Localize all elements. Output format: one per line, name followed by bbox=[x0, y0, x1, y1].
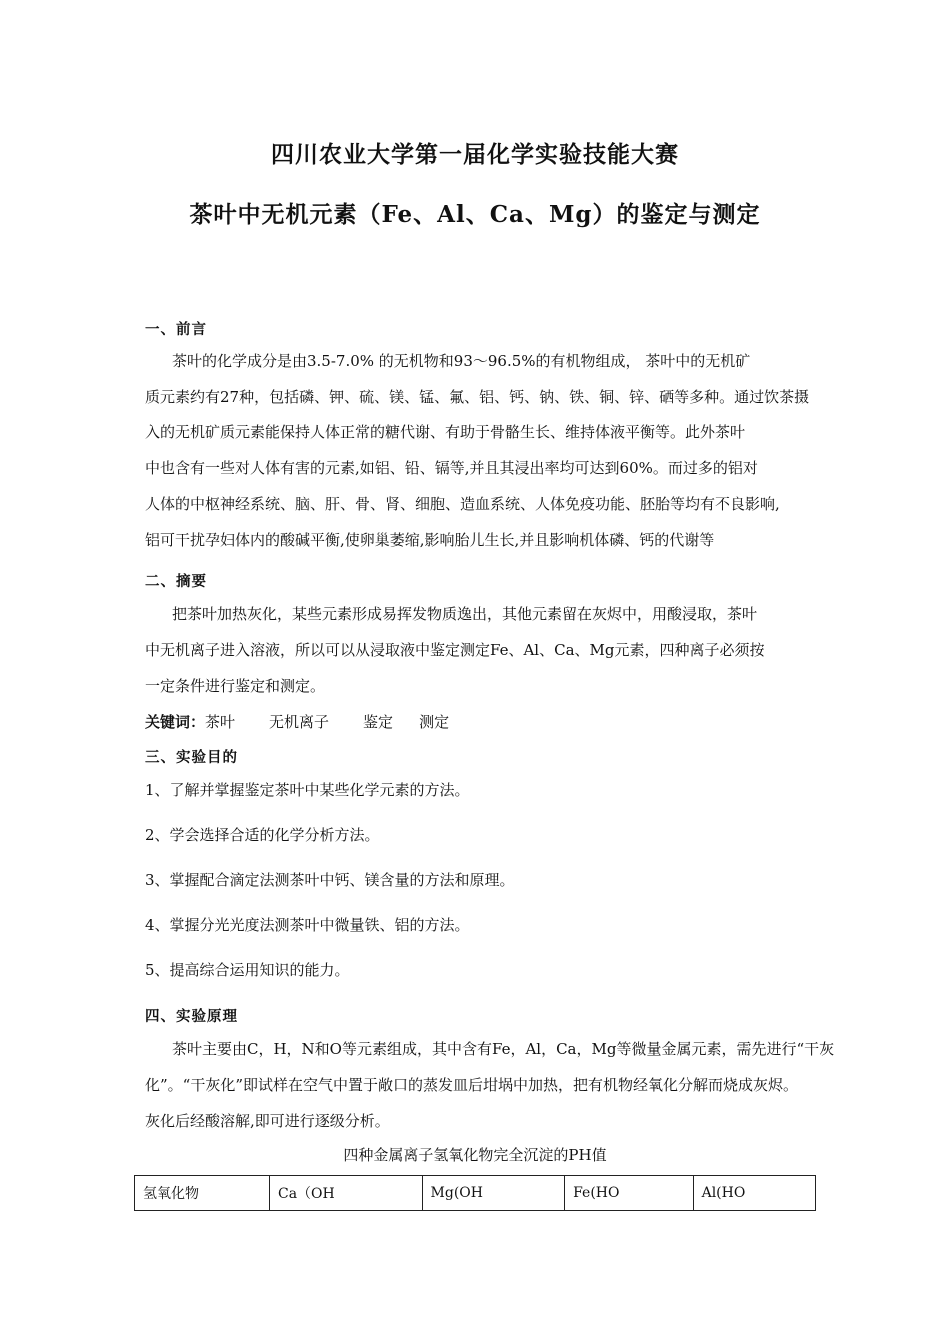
keyword: 茶叶 bbox=[205, 713, 236, 731]
paragraph-line: 入的无机矿质元素能保持人体正常的糖代谢、有助于骨骼生长、维持体液平衡等。此外茶叶 bbox=[145, 423, 746, 441]
ph-table bbox=[134, 1175, 816, 1211]
table-cell: 氢氧化物 bbox=[135, 1176, 270, 1211]
table-cell: Mg(OH bbox=[422, 1176, 565, 1211]
section-heading-principle: 四、实验原理 bbox=[145, 1008, 238, 1025]
paragraph-line: 茶叶主要由C，H，N和O等元素组成，其中含有Fe，Al，Ca，Mg等微量金属元素，需先进行“干灰 bbox=[172, 1040, 835, 1058]
table-caption: 四种金属离子氢氧化物完全沉淀的PH值 bbox=[343, 1146, 607, 1164]
document-subtitle: 茶叶中无机元素（Fe、Al、Ca、Mg）的鉴定与测定 bbox=[189, 201, 761, 228]
table-cell: Ca（OH bbox=[270, 1176, 423, 1211]
paragraph-line: 人体的中枢神经系统、脑、肝、骨、肾、细胞、造血系统、人体免疫功能、胚胎等均有不良影响, bbox=[145, 495, 780, 513]
paragraph-line: 质元素约有27种，包括磷、钾、硫、镁、锰、氟、铝、钙、钠、铁、铜、锌、硒等多种。通过饮茶摄 bbox=[145, 388, 810, 406]
paragraph-line: 灰化后经酸溶解,即可进行逐级分析。 bbox=[145, 1112, 390, 1130]
objective-item: 5、提高综合运用知识的能力。 bbox=[145, 961, 350, 979]
keyword: 无机离子 bbox=[269, 713, 330, 731]
document-title: 四川农业大学第一届化学实验技能大赛 bbox=[271, 141, 679, 168]
keywords-line bbox=[145, 711, 449, 732]
keyword: 鉴定 bbox=[363, 713, 394, 731]
paragraph-line: 中无机离子进入溶液，所以可以从浸取液中鉴定测定Fe、Al、Ca、Mg元素，四种离子必须按 bbox=[145, 641, 765, 659]
paragraph-line: 茶叶的化学成分是由3.5-7.0% 的无机物和93～96.5%的有机物组成， 茶叶中的无机矿 bbox=[172, 352, 751, 370]
table-cell: Fe(HO bbox=[565, 1176, 694, 1211]
objective-item: 2、学会选择合适的化学分析方法。 bbox=[145, 826, 380, 844]
table-header-row bbox=[135, 1176, 816, 1211]
paragraph-line: 把茶叶加热灰化，某些元素形成易挥发物质逸出，其他元素留在灰烬中，用酸浸取，茶叶 bbox=[172, 605, 758, 623]
objective-item: 1、了解并掌握鉴定茶叶中某些化学元素的方法。 bbox=[145, 781, 470, 799]
keyword: 测定 bbox=[419, 713, 450, 731]
paragraph-line: 化”。“干灰化”即试样在空气中置于敞口的蒸发皿后坩埚中加热，把有机物经氧化分解而烧成灰烬。 bbox=[145, 1076, 799, 1094]
section-heading-preface: 一、前言 bbox=[145, 321, 207, 338]
paragraph-line: 铝可干扰孕妇体内的酸碱平衡,使卵巢萎缩,影响胎儿生长,并且影响机体磷、钙的代谢等 bbox=[145, 531, 715, 549]
objective-item: 4、掌握分光光度法测茶叶中微量铁、铝的方法。 bbox=[145, 916, 470, 934]
keywords-label: 关键词： bbox=[145, 713, 206, 731]
objective-item: 3、掌握配合滴定法测茶叶中钙、镁含量的方法和原理。 bbox=[145, 871, 515, 889]
paragraph-line: 一定条件进行鉴定和测定。 bbox=[145, 677, 326, 695]
table-cell: Al(HO bbox=[693, 1176, 815, 1211]
section-heading-objectives: 三、实验目的 bbox=[145, 749, 238, 766]
section-heading-abstract: 二、摘要 bbox=[145, 573, 207, 590]
paragraph-line: 中也含有一些对人体有害的元素,如铝、铅、镉等,并且其浸出率均可达到60%。而过多的铝对 bbox=[145, 459, 758, 477]
